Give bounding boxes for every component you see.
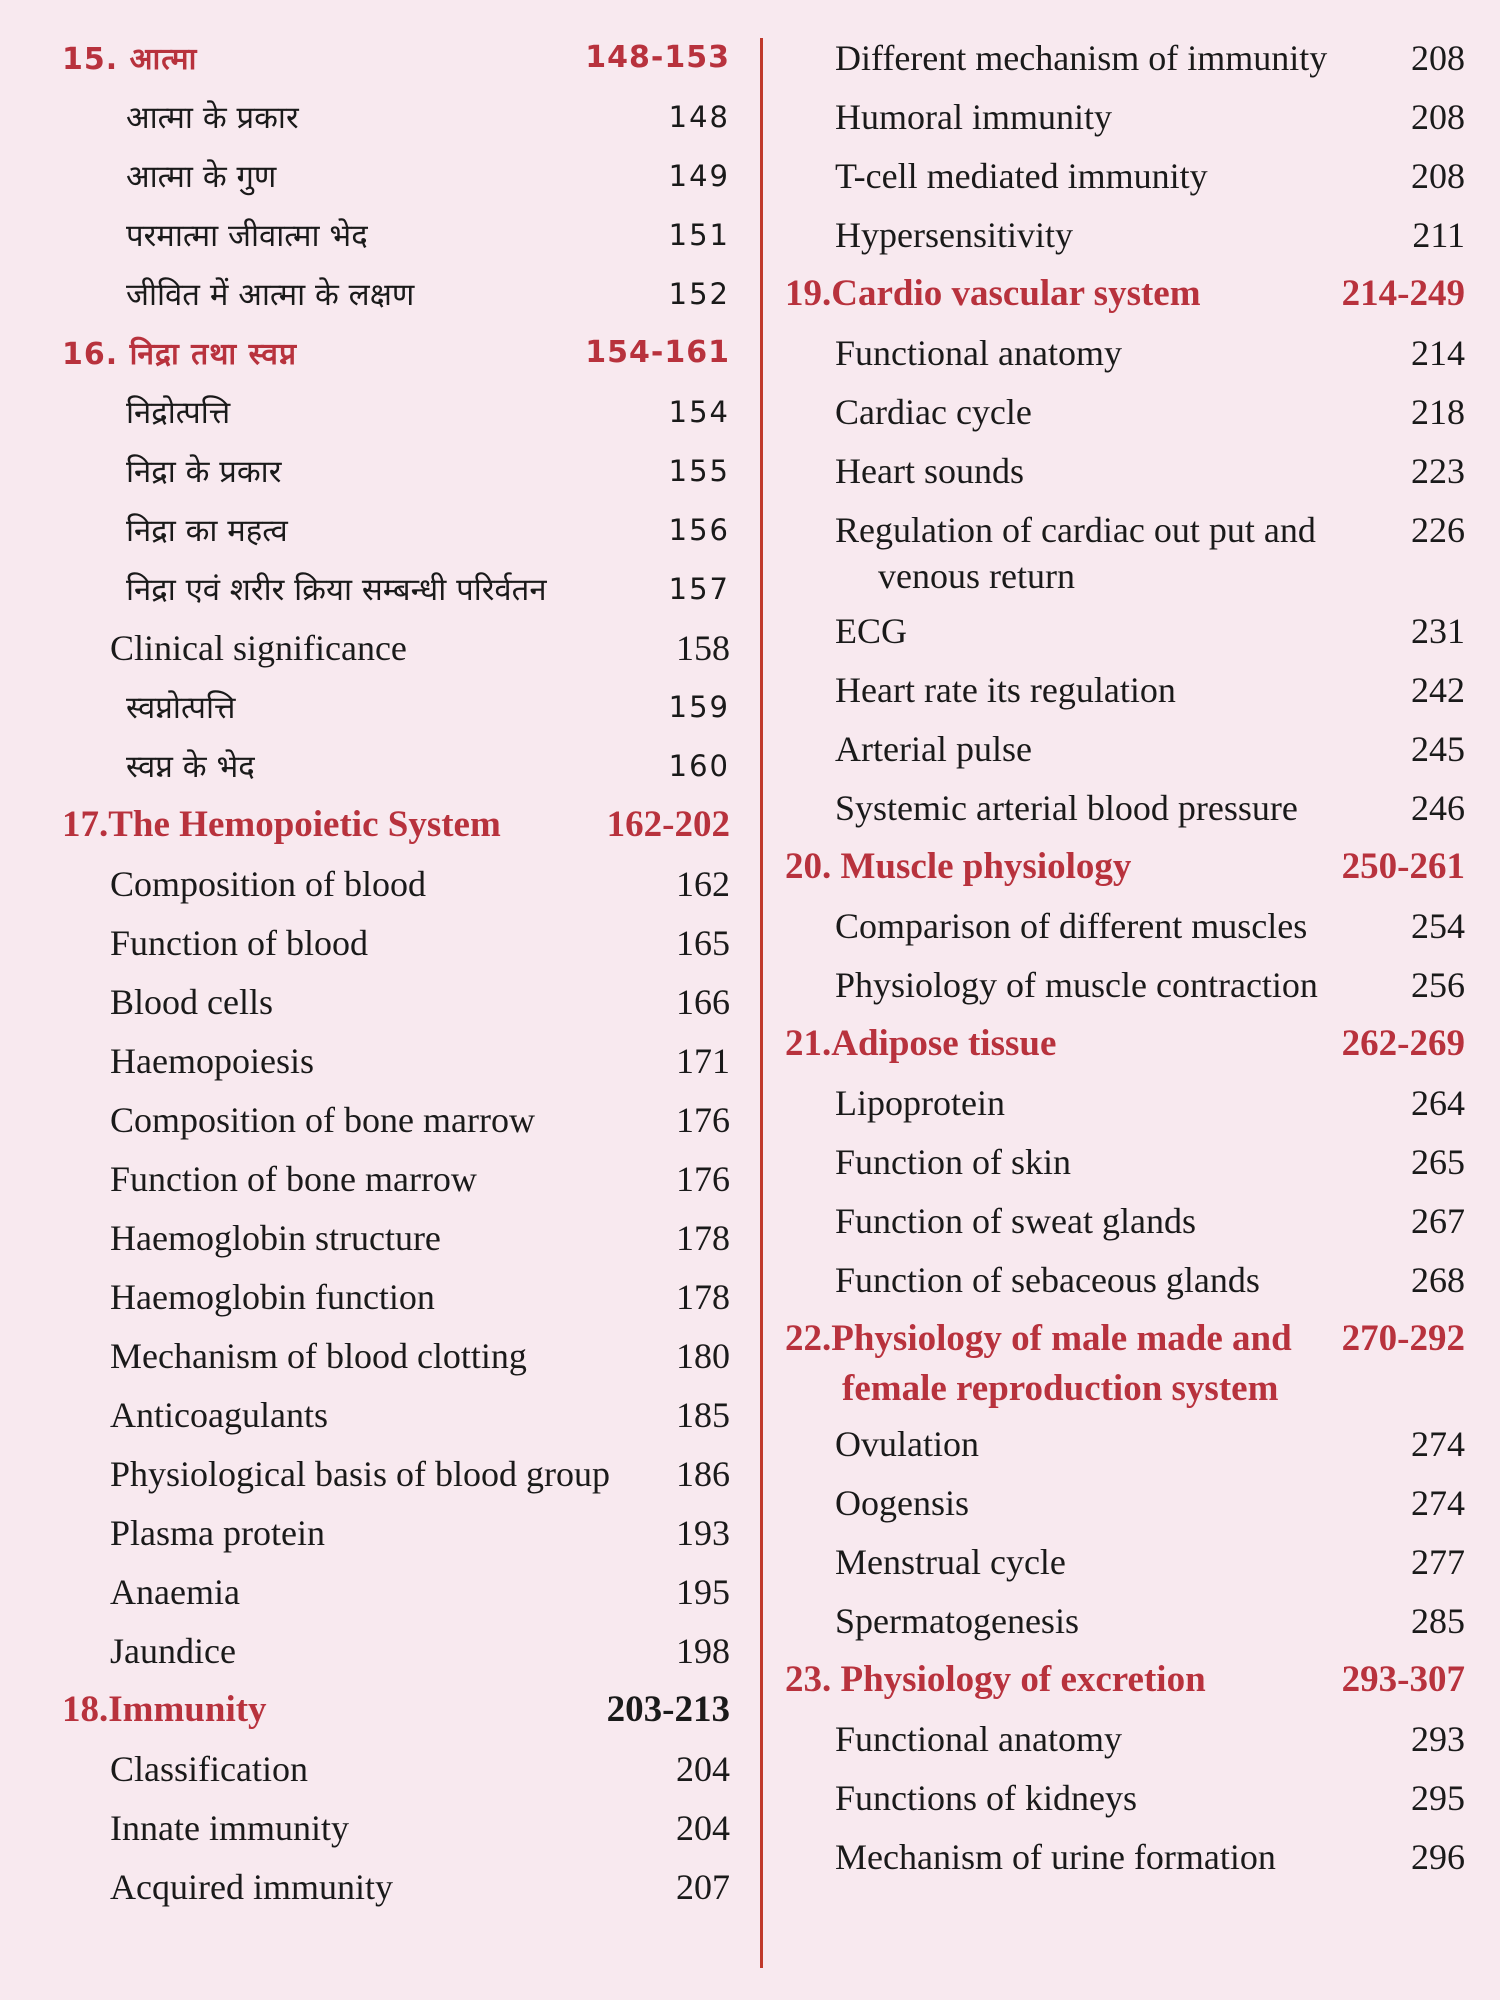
- toc-entry: [785, 1414, 1465, 1473]
- section-page-range: 250-261: [1341, 846, 1465, 887]
- toc-entry: [62, 1562, 730, 1621]
- entry-label: निद्रोत्पत्ति: [126, 394, 231, 431]
- entry-label: Composition of blood: [110, 863, 427, 904]
- entry-label: निद्रा एवं शरीर क्रिया सम्बन्धी परिर्वतन: [126, 571, 547, 608]
- toc-left-column: [62, 28, 730, 1916]
- toc-entry: [62, 441, 730, 500]
- entry-page-number: 256: [1411, 964, 1465, 1005]
- toc-entry: [62, 1739, 730, 1798]
- toc-right-column: [785, 28, 1465, 1886]
- toc-entry: [785, 896, 1465, 955]
- section-title: 21.Adipose tissue: [785, 1023, 1057, 1064]
- entry-page-number: 208: [1411, 155, 1465, 196]
- entry-label: Function of sebaceous glands: [835, 1259, 1260, 1300]
- entry-label: Mechanism of urine formation: [835, 1836, 1276, 1877]
- entry-label: Clinical significance: [110, 627, 407, 668]
- toc-entry: [62, 854, 730, 913]
- entry-page-number: 176: [676, 1099, 730, 1140]
- entry-label: Different mechanism of immunity: [835, 37, 1328, 78]
- entry-label: Physiology of muscle contraction: [835, 964, 1318, 1005]
- entry-page-number: 195: [676, 1571, 730, 1612]
- entry-label: जीवित में आत्मा के लक्षण: [126, 276, 415, 313]
- toc-section-title-continuation: female reproduction system: [842, 1367, 1279, 1409]
- entry-label: Heart sounds: [835, 450, 1024, 491]
- entry-label: Hypersensitivity: [835, 214, 1073, 255]
- entry-label: Ovulation: [835, 1423, 979, 1464]
- toc-entry: [62, 677, 730, 736]
- toc-section-heading: [62, 1680, 730, 1739]
- entry-label: आत्मा के प्रकार: [126, 99, 299, 136]
- entry-page-number: 180: [676, 1335, 730, 1376]
- entry-label: Anaemia: [110, 1571, 240, 1612]
- entry-page-number: 158: [676, 627, 730, 668]
- toc-entry: [62, 1621, 730, 1680]
- section-page-range: 148-153: [585, 40, 730, 75]
- entry-page-number: 223: [1411, 450, 1465, 491]
- entry-page-number: 156: [668, 512, 730, 547]
- toc-entry: [785, 778, 1465, 837]
- toc-section-heading: [785, 837, 1465, 896]
- entry-label: निद्रा का महत्व: [126, 512, 288, 549]
- toc-entry: [62, 205, 730, 264]
- section-page-range: 203-213: [606, 1689, 730, 1730]
- section-title: 19.Cardio vascular system: [785, 273, 1201, 314]
- toc-entry: [785, 1132, 1465, 1191]
- entry-page-number: 151: [668, 217, 730, 252]
- toc-entry: [62, 1267, 730, 1326]
- section-page-range: 214-249: [1341, 273, 1465, 314]
- entry-page-number: 274: [1411, 1423, 1465, 1464]
- entry-page-number: 293: [1411, 1718, 1465, 1759]
- entry-label: T-cell mediated immunity: [835, 155, 1208, 196]
- entry-page-number: 186: [676, 1453, 730, 1494]
- entry-page-number: 185: [676, 1394, 730, 1435]
- section-page-range: 293-307: [1341, 1659, 1465, 1700]
- toc-entry: [62, 146, 730, 205]
- entry-label: Haemopoiesis: [110, 1040, 314, 1081]
- section-title: 17.The Hemopoietic System: [62, 804, 501, 845]
- entry-page-number: 211: [1412, 214, 1465, 255]
- toc-entry: [62, 382, 730, 441]
- toc-entry: [62, 618, 730, 677]
- toc-entry: [62, 1798, 730, 1857]
- column-divider: [760, 38, 763, 1968]
- entry-label: Functional anatomy: [835, 1718, 1122, 1759]
- toc-entry: [785, 1532, 1465, 1591]
- section-page-range: 262-269: [1341, 1023, 1465, 1064]
- entry-label: Physiological basis of blood group: [110, 1453, 610, 1494]
- toc-entry: [62, 500, 730, 559]
- entry-page-number: 157: [668, 571, 730, 606]
- entry-label: Menstrual cycle: [835, 1541, 1066, 1582]
- section-title: 15. आत्मा: [62, 42, 198, 77]
- entry-page-number: 231: [1411, 610, 1465, 651]
- toc-entry: [785, 1709, 1465, 1768]
- entry-label: परमात्मा जीवात्मा भेद: [126, 217, 368, 254]
- entry-label: स्वप्नोत्पत्ति: [126, 689, 236, 726]
- entry-page-number: 208: [1411, 37, 1465, 78]
- entry-label: Function of bone marrow: [110, 1158, 477, 1199]
- toc-entry: [62, 1857, 730, 1916]
- entry-page-number: 171: [676, 1040, 730, 1081]
- entry-label: Classification: [110, 1748, 308, 1789]
- toc-entry: [62, 87, 730, 146]
- toc-entry: [62, 1208, 730, 1267]
- entry-page-number: 149: [668, 158, 730, 193]
- toc-entry: [785, 660, 1465, 719]
- section-page-range: 154-161: [585, 335, 730, 370]
- entry-page-number: 268: [1411, 1259, 1465, 1300]
- entry-label: Comparison of different muscles: [835, 905, 1308, 946]
- toc-entry: [62, 1385, 730, 1444]
- section-title: 20. Muscle physiology: [785, 846, 1132, 887]
- entry-label: Regulation of cardiac out put and: [835, 509, 1316, 550]
- toc-entry: [785, 87, 1465, 146]
- toc-entry: [785, 719, 1465, 778]
- entry-label: Composition of bone marrow: [110, 1099, 535, 1140]
- toc-entry: [785, 323, 1465, 382]
- toc-entry: [62, 1326, 730, 1385]
- entry-page-number: 204: [676, 1748, 730, 1789]
- entry-page-number: 246: [1411, 787, 1465, 828]
- entry-page-number: 264: [1411, 1082, 1465, 1123]
- entry-label: Plasma protein: [110, 1512, 325, 1553]
- toc-entry: [62, 264, 730, 323]
- entry-page-number: 218: [1411, 391, 1465, 432]
- entry-page-number: 193: [676, 1512, 730, 1553]
- entry-page-number: 152: [668, 276, 730, 311]
- entry-page-number: 296: [1411, 1836, 1465, 1877]
- entry-page-number: 155: [668, 453, 730, 488]
- entry-page-number: 207: [676, 1866, 730, 1907]
- toc-entry: [785, 441, 1465, 500]
- entry-label: Mechanism of blood clotting: [110, 1335, 527, 1376]
- toc-entry: [62, 972, 730, 1031]
- toc-entry: [62, 1031, 730, 1090]
- toc-section-heading: [62, 28, 730, 87]
- section-title: 22.Physiology of male made and: [785, 1318, 1292, 1359]
- entry-label: Systemic arterial blood pressure: [835, 787, 1298, 828]
- toc-entry: [785, 1191, 1465, 1250]
- toc-entry-continuation: venous return: [878, 556, 1075, 596]
- entry-label: Function of sweat glands: [835, 1200, 1196, 1241]
- toc-section-heading: [785, 1650, 1465, 1709]
- toc-entry: [785, 955, 1465, 1014]
- entry-label: Lipoprotein: [835, 1082, 1005, 1123]
- toc-entry: [785, 1768, 1465, 1827]
- entry-label: Cardiac cycle: [835, 391, 1032, 432]
- entry-label: आत्मा के गुण: [126, 158, 277, 195]
- entry-label: Functional anatomy: [835, 332, 1122, 373]
- entry-page-number: 226: [1411, 509, 1465, 550]
- entry-label: ECG: [835, 610, 907, 651]
- toc-entry: [785, 205, 1465, 264]
- toc-entry: [785, 601, 1465, 660]
- section-page-range: 270-292: [1341, 1318, 1465, 1359]
- toc-entry: [785, 1591, 1465, 1650]
- entry-label: Oogensis: [835, 1482, 969, 1523]
- toc-section-heading: [785, 1309, 1465, 1368]
- entry-page-number: 159: [668, 689, 730, 724]
- section-page-range: 162-202: [606, 804, 730, 845]
- entry-page-number: 267: [1411, 1200, 1465, 1241]
- entry-page-number: 166: [676, 981, 730, 1022]
- entry-page-number: 277: [1411, 1541, 1465, 1582]
- toc-section-heading: [62, 795, 730, 854]
- entry-label: Blood cells: [110, 981, 273, 1022]
- entry-page-number: 165: [676, 922, 730, 963]
- toc-entry: [62, 1149, 730, 1208]
- entry-label: Spermatogenesis: [835, 1600, 1079, 1641]
- toc-entry: [785, 1473, 1465, 1532]
- entry-page-number: 154: [668, 394, 730, 429]
- toc-entry: [62, 1444, 730, 1503]
- toc-entry: [785, 28, 1465, 87]
- section-title: 16. निद्रा तथा स्वप्न: [62, 337, 298, 372]
- entry-label: Function of blood: [110, 922, 368, 963]
- entry-page-number: 160: [668, 748, 730, 783]
- entry-page-number: 178: [676, 1217, 730, 1258]
- toc-entry: [785, 146, 1465, 205]
- entry-page-number: 176: [676, 1158, 730, 1199]
- entry-page-number: 148: [668, 99, 730, 134]
- entry-page-number: 245: [1411, 728, 1465, 769]
- entry-label: निद्रा के प्रकार: [126, 453, 282, 490]
- section-title: 23. Physiology of excretion: [785, 1659, 1206, 1700]
- entry-page-number: 274: [1411, 1482, 1465, 1523]
- toc-entry: [785, 1250, 1465, 1309]
- entry-label: Acquired immunity: [110, 1866, 393, 1907]
- entry-label: Haemoglobin structure: [110, 1217, 441, 1258]
- entry-page-number: 214: [1411, 332, 1465, 373]
- toc-entry: [62, 736, 730, 795]
- entry-label: Function of skin: [835, 1141, 1072, 1182]
- entry-page-number: 162: [676, 863, 730, 904]
- entry-label: स्वप्न के भेद: [126, 748, 255, 785]
- toc-section-heading: [785, 264, 1465, 323]
- entry-label: Innate immunity: [110, 1807, 349, 1848]
- entry-label: Humoral immunity: [835, 96, 1112, 137]
- entry-page-number: 178: [676, 1276, 730, 1317]
- toc-entry: [785, 1073, 1465, 1132]
- section-title: 18.Immunity: [62, 1689, 267, 1730]
- entry-page-number: 198: [676, 1630, 730, 1671]
- toc-entry: [785, 382, 1465, 441]
- entry-page-number: 254: [1411, 905, 1465, 946]
- entry-page-number: 204: [676, 1807, 730, 1848]
- entry-label: Haemoglobin function: [110, 1276, 435, 1317]
- toc-section-heading: [785, 1014, 1465, 1073]
- entry-label: Arterial pulse: [835, 728, 1032, 769]
- entry-label: Heart rate its regulation: [835, 669, 1176, 710]
- entry-label: Jaundice: [110, 1630, 236, 1671]
- entry-page-number: 265: [1411, 1141, 1465, 1182]
- entry-page-number: 285: [1411, 1600, 1465, 1641]
- toc-entry: [785, 1827, 1465, 1886]
- entry-label: Functions of kidneys: [835, 1777, 1137, 1818]
- entry-page-number: 208: [1411, 96, 1465, 137]
- toc-entry: [62, 1090, 730, 1149]
- toc-section-heading: [62, 323, 730, 382]
- toc-entry: [62, 559, 730, 618]
- entry-page-number: 242: [1411, 669, 1465, 710]
- entry-page-number: 295: [1411, 1777, 1465, 1818]
- toc-entry: [62, 913, 730, 972]
- entry-label: Anticoagulants: [110, 1394, 328, 1435]
- toc-entry: [62, 1503, 730, 1562]
